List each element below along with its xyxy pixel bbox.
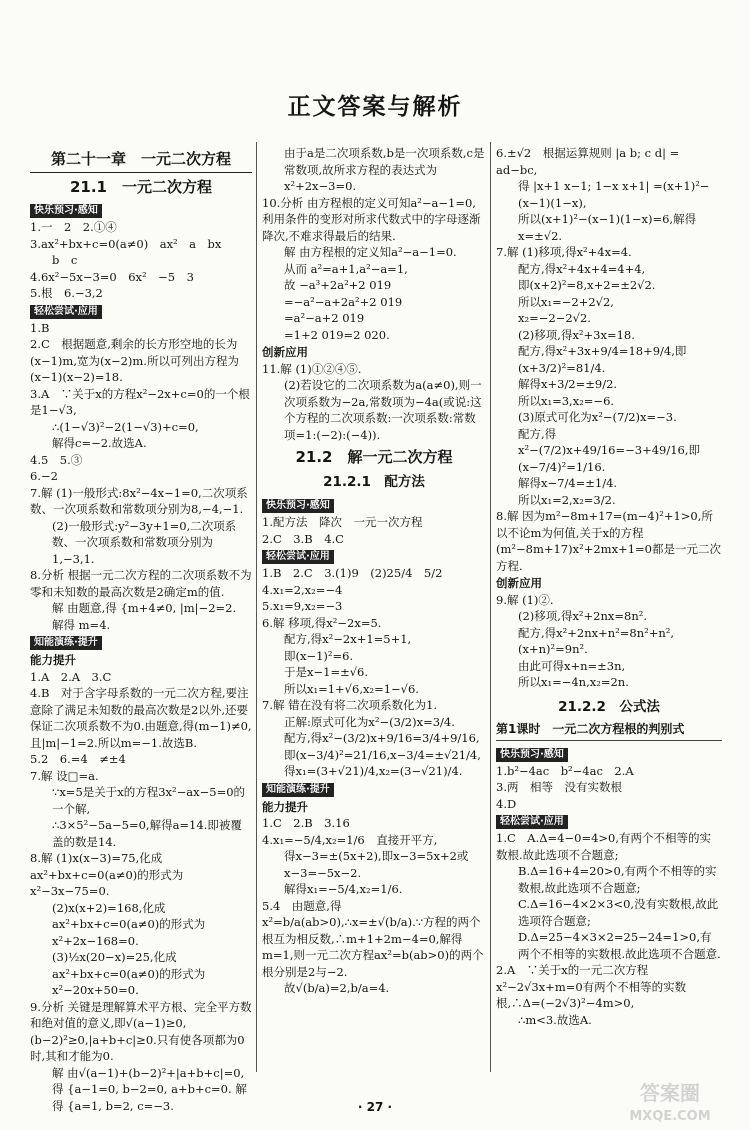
column-right: [496, 145, 722, 1028]
page-number: · 27 ·: [357, 1100, 393, 1114]
answer-line: 故√(b/a)=2,b/a=4.: [284, 981, 390, 995]
answer-line: 4.5 5.③: [30, 452, 83, 467]
section-label: 知能演练·提升: [262, 783, 334, 797]
answer-line: 2.C 根据题意,剩余的长方形空地的长为(x−1)m,宽为(x−2)m.所以可列出方程为(x−1)(x−2)=18.: [30, 337, 239, 384]
answer-line: 所以x₁=−2+2√2,: [518, 294, 614, 309]
answer-line: 配方,得x²−(7/2)x+49/16=−3+49/16,即(x−7/4)²=1/16.: [518, 426, 700, 474]
answer-line: (2)若设它的二次项系数为a(a≠0),则一次项系数为−2a,常数项为−4a(或说:这个方程的二次项系数:一次项系数:常数项=1:(−2):(−4)).: [284, 378, 482, 442]
answer-line: x₂=−2−2√2.: [518, 311, 591, 325]
section-heading: 21.1 一元二次方程: [69, 177, 212, 196]
answer-line: 7.解 设□=a.: [30, 768, 99, 783]
answer-line: 1.一 2 2.①④: [30, 220, 117, 234]
answer-line: 所以x₁=1+√6,x₂=1−√6.: [284, 681, 419, 696]
page-title: 正文答案与解析: [287, 94, 463, 120]
answer-line: 1.b²−4ac b²−4ac 2.A: [496, 763, 634, 778]
answer-line: (2)移项,得x²+2nx=8n².: [518, 609, 648, 623]
answer-line: C.Δ=16−4×2×3<0,没有实数根,故此选项符合题意;: [518, 897, 719, 928]
subheading: 创新应用: [262, 345, 308, 359]
answer-line: 2.A ∵关于x的一元二次方程x²−2√3x+m=0有两个不相等的实数根,∴Δ=(−2√3)²−4m>0,: [496, 963, 687, 1010]
answer-line: 6.解 移项,得x²−2x=5.: [262, 615, 382, 630]
answer-line: 3.A ∵关于x的方程x²−2x+c=0的一个根是1−√3,: [30, 386, 250, 417]
answer-line: 所以(x+1)²−(x−1)(1−x)=6,解得x=±√2.: [518, 212, 697, 243]
answer-line: 9.分析 关键是理解算术平方根、完全平方数和绝对值的意义,即√(a−1)≥0,(b−2)²≥0,|a+b+c|≥0.只有使各项都为0时,其和才能为0.: [30, 999, 252, 1063]
answer-line: 4.6x²−5x−3=0 6x² −5 3: [30, 269, 194, 284]
subsection-heading: 21.2.2 公式法: [558, 698, 660, 715]
answer-line: 4.x₁=2,x₂=−4: [262, 582, 343, 597]
answer-line: =a²−a+2 019: [284, 311, 365, 325]
subheading: 能力提升: [30, 653, 76, 667]
column-middle: [262, 145, 486, 997]
answer-line: 4.D: [496, 796, 517, 811]
section-label: 轻松尝试·应用: [30, 305, 102, 319]
answer-line: B.Δ=16+4=20>0,有两个不相等的实数根,故此选项不合题意;: [518, 864, 717, 895]
column-divider: [490, 142, 491, 1072]
answer-line: 所以x₁=2,x₂=3/2.: [518, 492, 616, 507]
answer-line: 1.C 2.B 3.16: [262, 816, 350, 830]
answer-line: 1.A 2.A 3.C: [30, 669, 112, 684]
answer-line: 5.2 6.=4 ≠±4: [30, 752, 126, 766]
section-label: 快乐预习·感知: [262, 499, 334, 513]
answer-line: 7.解 (1)移项,得x²+4x=4.: [496, 245, 632, 259]
answer-line: 得x−3=±(5x+2),即x−3=5x+2或x−3=−5x−2.: [284, 849, 469, 880]
subsection-heading: 21.2.1 配方法: [323, 473, 425, 490]
svg-text:答案圈: 答案圈: [640, 1081, 700, 1105]
answer-line: 即(x−1)²=6.: [284, 648, 354, 663]
answer-line: 1.配方法 降次 一元一次方程: [262, 515, 423, 529]
column-left: [30, 145, 252, 1114]
answer-line: 由于a是二次项系数,b是一次项系数,c是常数项,故所求方程的表达式为x²+2x−3=0.: [284, 146, 485, 193]
answer-line: 解得 m=4.: [52, 617, 111, 632]
answer-line: 解得c=−2.故选A.: [52, 436, 147, 450]
answer-line: 7.解 (1)一般形式:8x²−4x−1=0,二次项系数、一次项系数和常数项分别为8,−4,−1.: [30, 485, 248, 516]
answer-line: 所以x₁=−4n,x₂=2n.: [518, 675, 629, 689]
section-label: 轻松尝试·应用: [496, 815, 568, 829]
answer-line: 6.−2: [30, 469, 58, 483]
column-divider: [256, 142, 257, 1072]
answer-line: 5.根 6.−3,2: [30, 286, 103, 300]
svg-text:MXQE.COM: MXQE.COM: [629, 1109, 711, 1124]
answer-line: 配方,得x²−2x+1=5+1,: [284, 632, 412, 646]
watermark-logo: [600, 1078, 740, 1124]
answer-line: 6.±√2 根据运算规则 |a b; c d| = ad−bc,: [496, 146, 680, 177]
answer-line: 7.解 错在没有将二次项系数化为1.: [262, 698, 438, 712]
answer-line: 故 −a³+2a²+2 019: [284, 278, 392, 292]
answer-line: 1.C A.Δ=4−0=4>0,有两个不相等的实数根.故此选项不合题意;: [496, 831, 712, 862]
answer-line: =−a²−a+2a²+2 019: [284, 294, 403, 309]
answer-line: ∴3×5²−5a−5=0,解得a=14.即被覆盖的数是14.: [52, 818, 242, 849]
answer-line: 正解:原式可化为x²−(3/2)x=3/4.: [284, 714, 455, 729]
answer-line: 4.x₁=−5/4,x₂=1/6 直接开平方,: [262, 832, 438, 847]
answer-line: 由此可得x+n=±3n,: [518, 658, 626, 673]
answer-line: 配方,得x²+2nx+n²=8n²+n²,(x+n)²=9n².: [518, 625, 675, 656]
answer-line: (2)一般形式:y²−3y+1=0,二次项系数、一次项系数和常数项分别为1,−3,1.: [52, 518, 237, 566]
section-label: 快乐预习·感知: [30, 204, 102, 218]
answer-line: 所以x₁=3,x₂=−6.: [518, 393, 615, 408]
answer-line: D.Δ=25−4×3×2=25−24=1>0,有两个不相等的实数根.故此选项不合题意.: [518, 930, 721, 961]
section-label: 轻松尝试·应用: [262, 550, 334, 564]
answer-line: 2.C 3.B 4.C: [262, 531, 344, 546]
subheading: 能力提升: [262, 799, 308, 814]
answer-line: =1+2 019=2 020.: [284, 327, 390, 342]
answer-line: 即(x+2)²=8,x+2=±2√2.: [518, 278, 656, 292]
answer-line: ∴(1−√3)²−2(1−√3)+c=0,: [52, 419, 199, 434]
answer-line: 1.B: [30, 320, 50, 335]
section-heading: 21.2 解一元二次方程: [295, 448, 453, 466]
answer-line: 8.解 因为m²−8m+17=(m−4)²+1>0,所以不论m为何值,关于x的方程(m²−8m+17)x²+2mx+1=0都是一元二次方程.: [496, 509, 721, 573]
answer-line: 1.B 2.C 3.(1)9 (2)25/4 5/2: [262, 566, 443, 580]
section-label: 快乐预习·感知: [496, 748, 568, 762]
answer-line: 从而 a²=a+1,a²−a=1,: [284, 261, 408, 276]
answer-line: 9.解 (1)②.: [496, 592, 554, 607]
answer-line: 于是x−1=±√6.: [284, 665, 369, 679]
lesson-heading: 第1课时 一元二次方程根的判别式: [496, 721, 722, 741]
chapter-heading: 第二十一章 一元二次方程: [30, 151, 252, 173]
answer-line: 8.分析 根据一元二次方程的二次项系数不为零和未知数的最高次数是2确定m的值.: [30, 568, 252, 599]
answer-line: (2)x(x+2)=168,化成ax²+bx+c=0(a≠0)的形式为x²+2x−168=0.: [52, 900, 206, 948]
answer-line: 10.分析 由方程根的定义可知a²−a−1=0,利用条件的变形对所求代数式中的字母逐渐降次,不难求得最后的结果.: [262, 195, 481, 243]
section-label: 知能演练·提升: [30, 636, 102, 650]
answer-line: (3)原式可化为x²−(7/2)x=−3.: [518, 410, 677, 424]
answer-line: b c: [52, 253, 78, 267]
answer-line: 解得x−7/4=±1/4.: [518, 476, 618, 490]
answer-line: 解 由√(a−1)+(b−2)²+|a+b+c|=0,得 {a−1=0, b−2=0, a+b+c=0. 解得 {a=1, b=2, c=−3.: [52, 1065, 247, 1113]
answer-line: 配方,得x²+4x+4=4+4,: [518, 261, 646, 276]
answer-line: 解得x₁=−5/4,x₂=1/6.: [284, 882, 403, 896]
answer-line: ∴m<3.故选A.: [518, 1012, 592, 1027]
answer-line: 解得x+3/2=±9/2.: [518, 377, 618, 391]
answer-line: 3.ax²+bx+c=0(a≠0) ax² a bx: [30, 236, 222, 251]
answer-line: 5.4 由题意,得x²=b/a(ab>0),∴x=±√(b/a).∵方程的两个根互为相反数,∴m+1+2m−4=0,解得m=1,则一元二次方程ax²=b(ab>0)的两个根分别是2与−2.: [262, 898, 484, 979]
answer-line: 解 由方程根的定义知a²−a−1=0.: [284, 245, 457, 259]
answer-line: ∵x=5是关于x的方程3x²−ax−5=0的一个解,: [52, 785, 246, 816]
answer-line: 5.x₁=9,x₂=−3: [262, 599, 343, 613]
answer-line: 得 |x+1 x−1; 1−x x+1| =(x+1)²−(x−1)(1−x),: [518, 179, 710, 210]
subheading: 创新应用: [496, 576, 542, 590]
answer-line: 8.解 (1)x(x−3)=75,化成ax²+bx+c=0(a≠0)的形式为x²−3x−75=0.: [30, 851, 184, 898]
answer-line: 4.B 对于含字母系数的一元二次方程,要注意除了满足未知数的最高次数是2以外,还要保证二次项系数不为0.由题意,得(m−1)≠0,且|m|−1=2.所以m=−1.故选B.: [30, 686, 252, 750]
answer-line: 3.两 相等 没有实数根: [496, 780, 622, 794]
answer-line: 解 由题意,得 {m+4≠0, |m|−2=2.: [52, 601, 237, 615]
answer-line: 配方,得x²+3x+9/4=18+9/4,即(x+3/2)²=81/4.: [518, 344, 687, 375]
answer-line: (3)½x(20−x)=25,化成ax²+bx+c=0(a≠0)的形式为x²−20x+50=0.: [52, 950, 206, 997]
answer-line: 配方,得x²−(3/2)x+9/16=3/4+9/16,即(x−3/4)²=21/16,x−3/4=±√21/4,得x₁=(3+√21)/4,x₂=(3−√21)/4.: [284, 731, 481, 778]
answer-line: 11.解 (1)①②④⑤.: [262, 361, 362, 376]
answer-line: (2)移项,得x²+3x=18.: [518, 327, 635, 342]
